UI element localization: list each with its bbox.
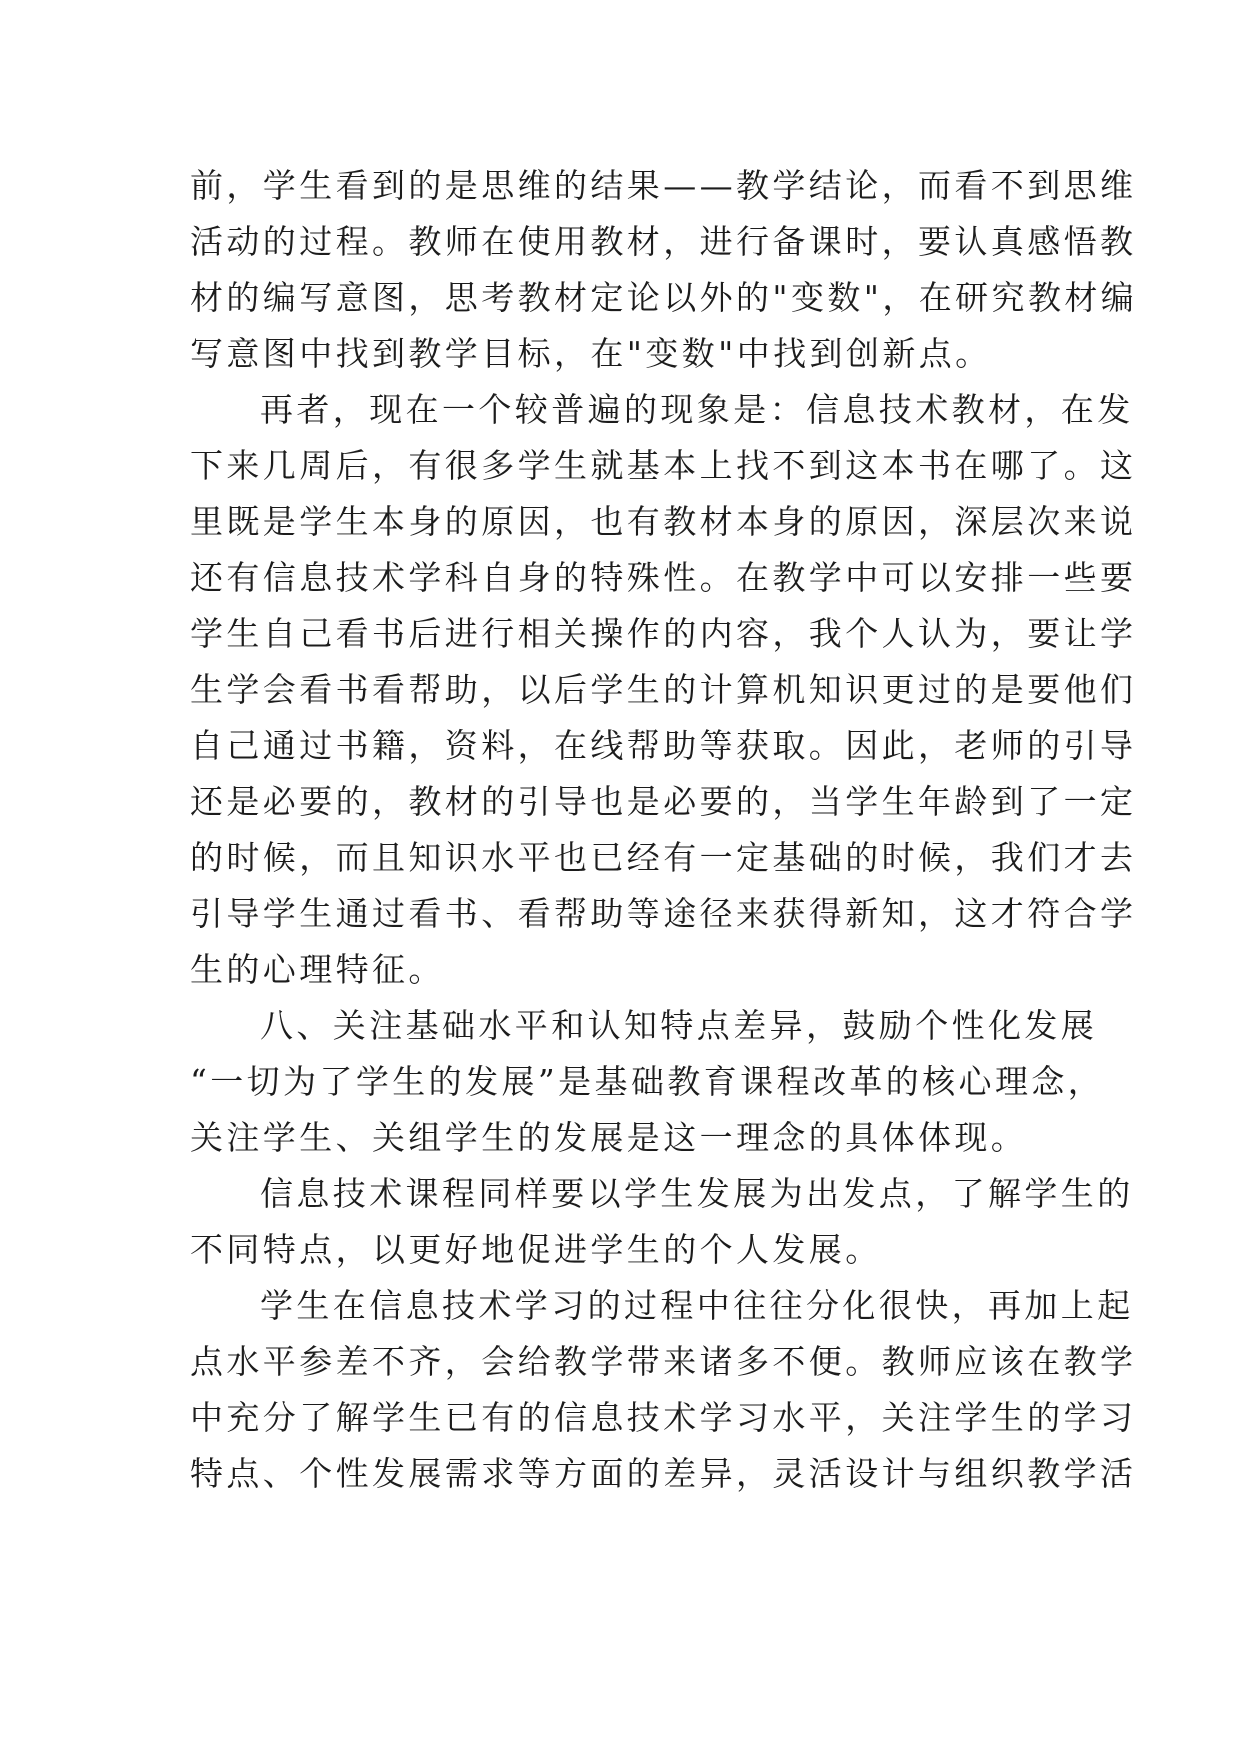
text-line: 材的编写意图，思考教材定论以外的"变数"，在研究教材编 — [190, 278, 1138, 317]
text-line: 里既是学生本身的原因，也有教材本身的原因，深层次来说 — [190, 502, 1137, 541]
text-line: 信息技术课程同样要以学生发展为出发点，了解学生的 — [260, 1174, 1134, 1213]
text-line: 关注学生、关组学生的发展是这一理念的具体体现。 — [190, 1118, 1028, 1157]
text-line: 特点、个性发展需求等方面的差异，灵活设计与组织教学活 — [190, 1454, 1137, 1493]
text-line: 学生在信息技术学习的过程中往往分化很快，再加上起 — [260, 1286, 1134, 1325]
text-line: 八、关注基础水平和认知特点差异，鼓励个性化发展 — [260, 1006, 1098, 1045]
text-line: 引导学生通过看书、看帮助等途径来获得新知，这才符合学 — [190, 894, 1137, 933]
text-line: 活动的过程。教师在使用教材，进行备课时，要认真感悟教 — [190, 222, 1137, 261]
text-line: 前，学生看到的是思维的结果——教学结论，而看不到思维 — [190, 166, 1137, 205]
text-line: 的时候，而且知识水平也已经有一定基础的时候，我们才去 — [190, 838, 1137, 877]
text-line: 还是必要的，教材的引导也是必要的，当学生年龄到了一定 — [190, 782, 1137, 821]
text-line: 生学会看书看帮助，以后学生的计算机知识更过的是要他们 — [190, 670, 1137, 709]
text-line: 学生自己看书后进行相关操作的内容，我个人认为，要让学 — [190, 614, 1137, 653]
text-line: “一切为了学生的发展”是基础教育课程改革的核心理念， — [190, 1062, 1105, 1101]
text-line: 下来几周后，有很多学生就基本上找不到这本书在哪了。这 — [190, 446, 1137, 485]
text-line: 生的心理特征。 — [190, 950, 445, 989]
text-line: 写意图中找到教学目标，在"变数"中找到创新点。 — [190, 334, 992, 373]
text-line: 还有信息技术学科自身的特殊性。在教学中可以安排一些要 — [190, 558, 1137, 597]
text-line: 点水平参差不齐，会给教学带来诸多不便。教师应该在教学 — [190, 1342, 1137, 1381]
text-line: 不同特点，以更好地促进学生的个人发展。 — [190, 1230, 882, 1269]
text-line: 中充分了解学生已有的信息技术学习水平，关注学生的学习 — [190, 1398, 1137, 1437]
document-body — [190, 158, 1138, 1502]
text-line: 再者，现在一个较普遍的现象是：信息技术教材，在发 — [260, 390, 1134, 429]
text-line: 自己通过书籍，资料，在线帮助等获取。因此，老师的引导 — [190, 726, 1137, 765]
